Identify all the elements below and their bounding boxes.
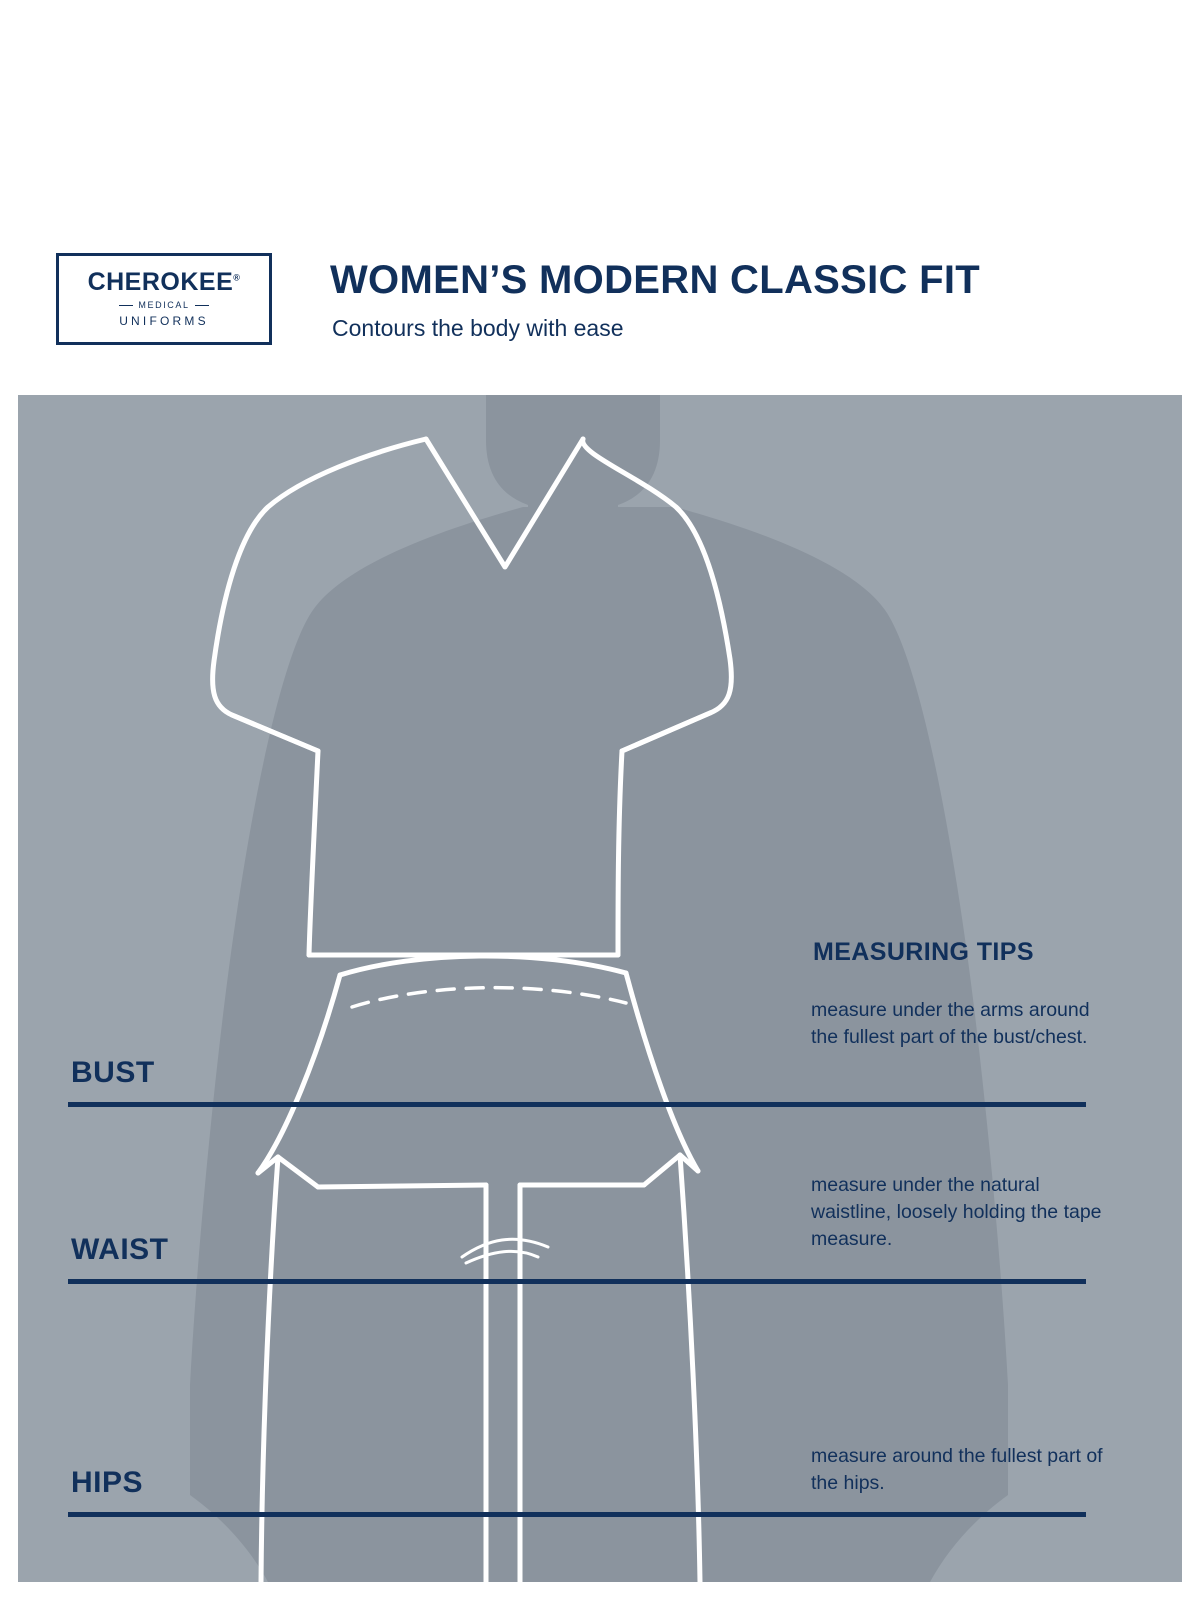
brand-medical-line	[119, 300, 208, 310]
page-subtitle: Contours the body with ease	[332, 315, 624, 341]
brand-name	[88, 270, 241, 295]
measuring-tip-waist: measure under the natural waistline, loosely holding the tape measure.	[811, 1174, 1102, 1250]
measure-label-hips: HIPS	[71, 1466, 144, 1499]
body-figure-illustration	[18, 395, 1182, 1582]
registered-mark: ®	[233, 272, 241, 283]
measure-label-waist: WAIST	[71, 1233, 169, 1266]
header	[0, 0, 1200, 395]
brand-name-text: CHEROKEE	[87, 268, 234, 296]
body-silhouette	[190, 395, 1008, 1582]
brand-medical-text: MEDICAL	[138, 300, 190, 310]
measure-line-waist	[68, 1279, 1086, 1284]
measuring-tip-bust: measure under the arms around the fullest part of the bust/chest.	[811, 999, 1090, 1048]
measuring-tip-hips: measure around the fullest part of the hips.	[811, 1445, 1103, 1494]
measure-label-bust: BUST	[71, 1056, 155, 1089]
brand-uniforms-text: UNIFORMS	[119, 314, 209, 328]
measurement-diagram-panel	[18, 395, 1182, 1582]
rule-right-icon	[195, 305, 209, 306]
measure-line-hips	[68, 1512, 1086, 1517]
rule-left-icon	[119, 305, 133, 306]
page-title: WOMEN’S MODERN CLASSIC FIT	[330, 258, 981, 302]
measuring-tips-heading: MEASURING TIPS	[813, 938, 1034, 966]
brand-logo	[56, 253, 272, 345]
measure-line-bust	[68, 1102, 1086, 1107]
